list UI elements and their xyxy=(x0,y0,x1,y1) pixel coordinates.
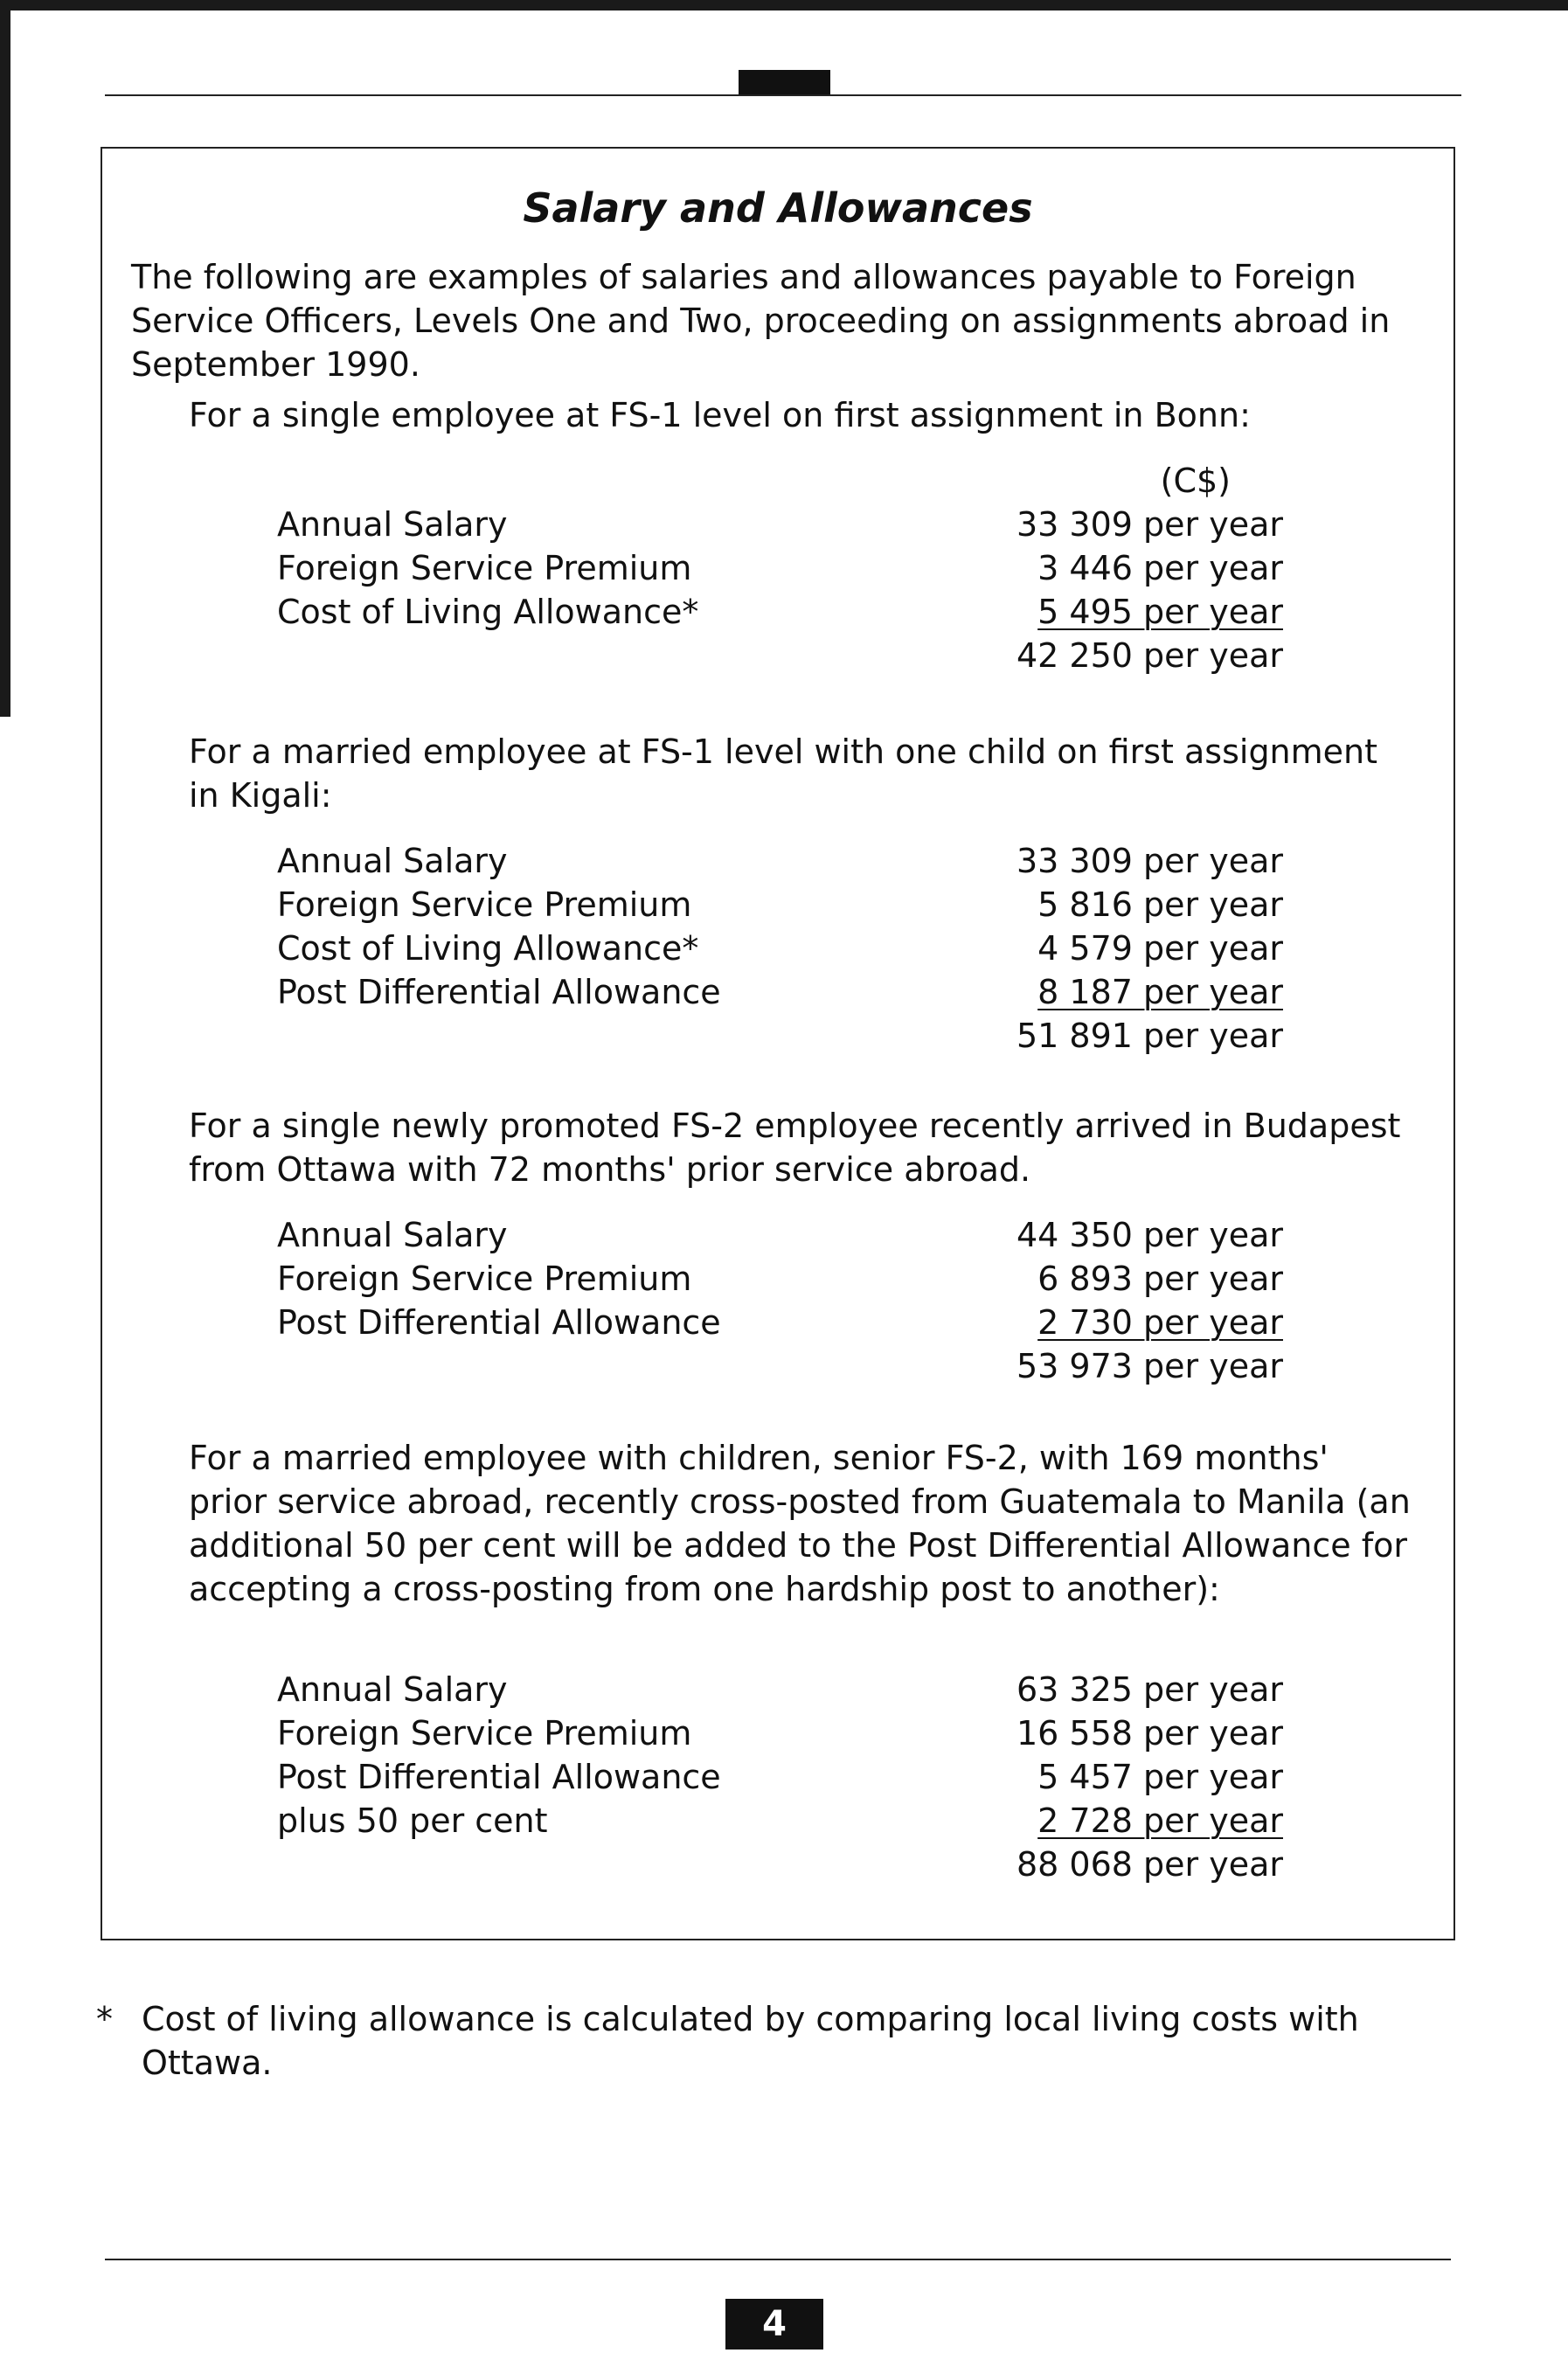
row-label: Foreign Service Premium xyxy=(277,1260,692,1298)
table-row xyxy=(102,1301,1454,1344)
table-row xyxy=(102,1711,1454,1755)
example-description: For a single employee at FS-1 level on first assignment in Bonn: xyxy=(189,396,1251,434)
row-total: 51 891 per year xyxy=(1016,1017,1283,1055)
row-label: Annual Salary xyxy=(277,842,508,880)
table-row xyxy=(102,503,1454,546)
row-label: Foreign Service Premium xyxy=(277,885,692,924)
footer-rule xyxy=(105,2259,1451,2260)
header-mark xyxy=(739,70,830,94)
table-row xyxy=(102,883,1454,927)
total-row xyxy=(102,1843,1454,1886)
table-row xyxy=(102,1213,1454,1257)
table-row xyxy=(102,1755,1454,1799)
row-label: Foreign Service Premium xyxy=(277,549,692,587)
row-amount: 33 309 per year xyxy=(1016,842,1283,880)
row-amount: 6 893 per year xyxy=(1037,1260,1283,1298)
scan-edge-left xyxy=(0,0,10,717)
table-row xyxy=(102,1799,1454,1843)
row-amount: 3 446 per year xyxy=(1037,549,1283,587)
table-row xyxy=(102,839,1454,883)
header-rule xyxy=(105,94,1461,96)
table-row xyxy=(102,590,1454,634)
example-description: For a single newly promoted FS-2 employee recently arrived in Budapest from Ottawa with 72 months' prior service abroad. xyxy=(189,1107,1401,1189)
intro-paragraph: The following are examples of salaries and allowances payable to Foreign Service Officers, Levels One and Two, proceeding on assignments abroad in September 1990. xyxy=(131,258,1391,384)
page-number: 4 xyxy=(725,2299,823,2350)
table-row xyxy=(102,546,1454,590)
row-amount: 44 350 per year xyxy=(1016,1216,1283,1254)
row-label: plus 50 per cent xyxy=(277,1801,548,1840)
row-label: Cost of Living Allowance* xyxy=(277,593,699,631)
row-label: Annual Salary xyxy=(277,505,508,544)
table-row xyxy=(102,970,1454,1014)
row-label: Post Differential Allowance xyxy=(277,1303,721,1342)
table-row xyxy=(102,1257,1454,1301)
row-total: 42 250 per year xyxy=(1016,636,1283,675)
row-amount: 2 730 per year xyxy=(1037,1303,1283,1342)
footnote-asterisk: * xyxy=(96,2000,113,2038)
total-row xyxy=(102,1014,1454,1058)
total-row xyxy=(102,1344,1454,1388)
row-total: 88 068 per year xyxy=(1016,1845,1283,1884)
example-description: For a married employee with children, senior FS-2, with 169 months' prior service abroad, recently cross-posted from Guatemala to Manila (an additional 50 per cent will be added to the Post Differential Allowance for accepting a cross-posting from one hardship post to another): xyxy=(189,1439,1411,1608)
table-row xyxy=(102,1668,1454,1711)
row-label: Annual Salary xyxy=(277,1670,508,1709)
table-row xyxy=(102,927,1454,970)
salary-box xyxy=(101,147,1455,1940)
row-amount: 33 309 per year xyxy=(1016,505,1283,544)
row-amount: 16 558 per year xyxy=(1016,1714,1283,1753)
page-title: Salary and Allowances xyxy=(523,184,1033,232)
example-description: For a married employee at FS-1 level with one child on first assignment in Kigali: xyxy=(189,732,1378,815)
row-amount: 4 579 per year xyxy=(1037,929,1283,968)
row-label: Post Differential Allowance xyxy=(277,973,721,1011)
row-label: Annual Salary xyxy=(277,1216,508,1254)
row-total: 53 973 per year xyxy=(1016,1347,1283,1385)
row-amount: 5 457 per year xyxy=(1037,1758,1283,1796)
row-amount: 5 816 per year xyxy=(1037,885,1283,924)
row-label: Cost of Living Allowance* xyxy=(277,929,699,968)
currency-label: (C$) xyxy=(1160,462,1231,500)
row-label: Post Differential Allowance xyxy=(277,1758,721,1796)
row-amount: 63 325 per year xyxy=(1016,1670,1283,1709)
row-amount: 8 187 per year xyxy=(1037,973,1283,1011)
footnote-text: Cost of living allowance is calculated by comparing local living costs with Ottawa. xyxy=(142,2000,1359,2082)
total-row xyxy=(102,634,1454,677)
row-amount: 5 495 per year xyxy=(1037,593,1283,631)
row-amount: 2 728 per year xyxy=(1037,1801,1283,1840)
scan-edge-top xyxy=(0,0,1568,10)
row-label: Foreign Service Premium xyxy=(277,1714,692,1753)
